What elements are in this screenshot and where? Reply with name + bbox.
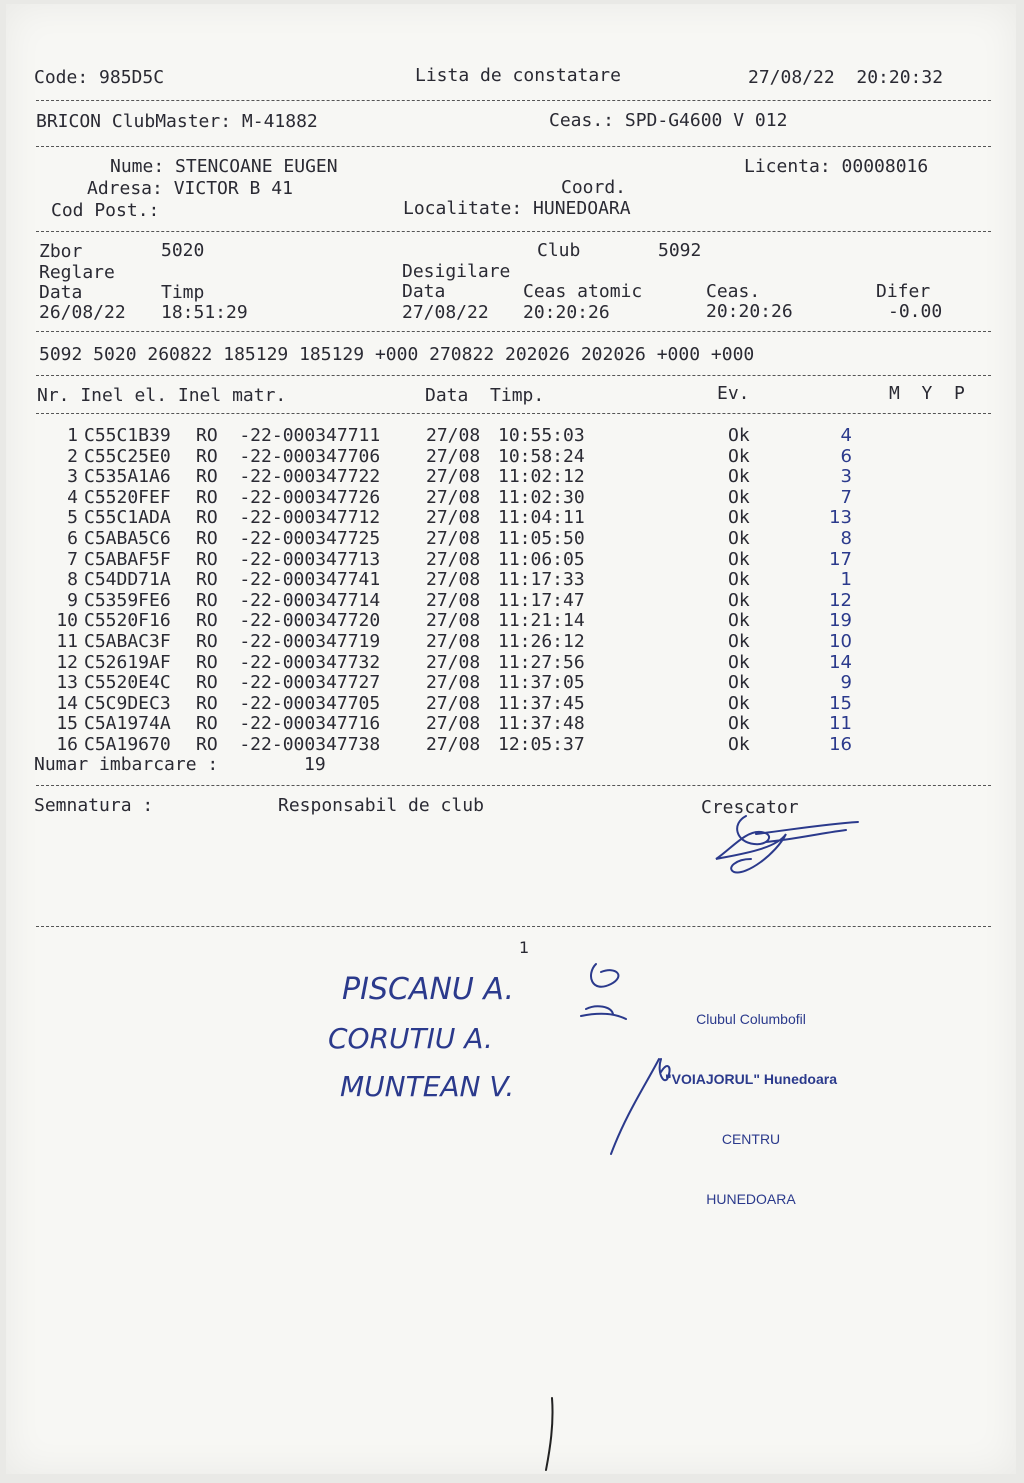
divider [36,926,991,927]
club-label: Club [537,240,581,261]
cell-ev: Ok [728,713,750,735]
divider [36,231,991,232]
signature-label: Semnatura : [34,795,154,816]
cell-inel-el: C5520E4C [84,672,171,694]
cell-inel-el: C5ABA5C6 [84,528,171,549]
column-header-myp: M Y P [889,383,965,404]
time-label: Timp [161,282,205,303]
table-row [6,735,1006,756]
cell-inel-el: C5520FEF [84,486,171,508]
cell-timp: 10:55:03 [498,425,585,446]
cell-nr: 10 [56,610,78,632]
cell-data: 27/08 [426,425,481,446]
atomic-clock-time: 20:20:26 [523,302,610,323]
cell-data: 27/08 [426,445,481,467]
setting-time: 18:51:29 [161,302,248,323]
setting-label: Reglare [39,262,115,283]
stamp-line-3: CENTRU [721,1131,781,1147]
cell-timp: 10:58:24 [498,445,585,467]
cell-nr: 9 [67,589,78,611]
cell-nr: 11 [56,631,78,652]
cell-inel-matr: RO -22-000347741 [196,569,381,591]
cell-timp: 11:05:50 [498,528,585,549]
atomic-clock-label: Ceas atomic [523,281,643,302]
cell-data: 27/08 [426,734,481,755]
handwritten-name-1: PISCANU A. [342,972,515,1007]
table-row [6,632,1006,653]
cell-timp: 11:27:56 [498,651,585,673]
difference-label: Difer [876,281,931,302]
cell-nr: 12 [56,651,78,673]
cell-inel-matr: RO -22-000347732 [196,651,381,673]
table-row [6,529,1006,550]
divider [36,331,991,332]
code-line: 5092 5020 260822 185129 185129 +000 270822 202026 202026 +000 +000 [39,344,755,365]
cell-inel-el: C55C1ADA [84,507,171,529]
club-number: 5092 [658,240,702,261]
cell-timp: 11:21:14 [498,610,585,632]
table-row [6,570,1006,591]
cell-data: 27/08 [426,486,481,508]
column-header-rings: Nr. Inel el. Inel matr. [37,385,287,406]
cell-inel-el: C5520F16 [84,610,171,632]
stamp-line-1: Clubul Columbofil [696,1011,806,1027]
cell-inel-el: C5A1974A [84,713,171,735]
cell-ev: Ok [728,466,750,488]
date-label: Data [402,281,446,302]
document-page [6,4,1016,1474]
cell-inel-matr: RO -22-000347725 [196,528,381,549]
breeder-label: Crescator [701,797,799,818]
cell-inel-el: C5ABAC3F [84,631,171,652]
cell-hand: 11 [829,713,852,735]
cell-timp: 12:05:37 [498,734,585,755]
cell-hand: 9 [840,672,852,694]
divider [36,100,991,101]
cell-ev: Ok [728,589,750,611]
cell-nr: 1 [67,425,78,446]
cell-inel-el: C5A19670 [84,734,171,755]
cell-data: 27/08 [426,528,481,549]
cell-hand: 15 [829,692,852,714]
club-stamp [646,969,856,1249]
cell-inel-matr: RO -22-000347716 [196,713,381,735]
table-row [6,653,1006,674]
handwritten-name-3: MUNTEAN V. [340,1070,515,1103]
cell-inel-matr: RO -22-000347738 [196,734,381,755]
setting-date: 26/08/22 [39,302,126,323]
cell-timp: 11:37:45 [498,692,585,714]
cell-nr: 2 [67,445,78,467]
cell-hand: 4 [840,425,852,446]
cell-hand: 12 [829,589,852,611]
difference-value: -0.00 [888,301,943,322]
cell-ev: Ok [728,692,750,714]
cell-data: 27/08 [426,466,481,488]
cell-hand: 1 [840,569,852,591]
cell-timp: 11:37:48 [498,713,585,735]
cell-inel-matr: RO -22-000347719 [196,631,381,652]
cell-ev: Ok [728,528,750,549]
cell-timp: 11:37:05 [498,672,585,694]
divider [36,375,991,376]
owner-name: Nume: STENCOANE EUGEN [110,156,338,177]
cell-data: 27/08 [426,589,481,611]
clock-label: Ceas. [706,281,761,302]
cell-hand: 14 [829,651,852,673]
cell-hand: 6 [840,445,852,467]
date-label: Data [39,282,83,303]
table-row [6,550,1006,571]
divider [36,146,991,147]
cell-timp: 11:06:05 [498,548,585,570]
coord-label: Coord. [561,177,627,198]
cell-ev: Ok [728,631,750,652]
postal-code: Cod Post.: [51,200,160,221]
cell-inel-el: C52619AF [84,651,171,673]
cell-timp: 11:17:33 [498,569,585,591]
stamp-line-4: HUNEDOARA [706,1191,796,1207]
table-row [6,611,1006,632]
cell-hand: 17 [829,548,852,570]
cell-nr: 4 [67,486,78,508]
cell-hand: 7 [840,486,852,508]
table-row [6,694,1006,715]
cell-hand: 16 [829,734,852,755]
cell-inel-matr: RO -22-000347706 [196,445,381,467]
cell-hand: 3 [840,466,852,488]
cell-data: 27/08 [426,548,481,570]
cell-hand: 19 [829,610,852,632]
cell-ev: Ok [728,425,750,446]
table-row [6,591,1006,612]
cell-data: 27/08 [426,713,481,735]
cell-data: 27/08 [426,507,481,529]
cell-inel-el: C55C25E0 [84,445,171,467]
flight-number: 5020 [161,240,205,261]
cell-inel-matr: RO -22-000347727 [196,672,381,694]
cell-data: 27/08 [426,610,481,632]
cell-nr: 6 [67,528,78,549]
flight-label: Zbor [39,241,83,262]
table-row [6,714,1006,735]
cell-data: 27/08 [426,631,481,652]
unsealing-date: 27/08/22 [402,302,489,323]
cell-inel-matr: RO -22-000347711 [196,425,381,446]
cell-hand: 8 [840,528,852,549]
divider [36,413,991,414]
license-number: Licenta: 00008016 [744,156,929,177]
cell-ev: Ok [728,507,750,529]
print-datetime: 27/08/22 20:20:32 [748,67,944,88]
cell-inel-el: C5C9DEC3 [84,692,171,714]
embarked-count-label: Numar imbarcare : [34,754,219,775]
table-row [6,673,1006,694]
cell-nr: 15 [56,713,78,735]
cell-inel-el: C54DD71A [84,569,171,591]
cell-inel-el: C535A1A6 [84,466,171,488]
page-number: 1 [519,938,530,957]
cell-inel-matr: RO -22-000347713 [196,548,381,570]
cell-nr: 5 [67,507,78,529]
cell-timp: 11:26:12 [498,631,585,652]
table-row [6,447,1006,468]
table-row [6,488,1006,509]
column-header-date-time: Data Timp. [425,385,545,406]
cell-hand: 13 [829,507,852,529]
cell-inel-el: C5ABAF5F [84,548,171,570]
cell-ev: Ok [728,445,750,467]
cell-inel-matr: RO -22-000347726 [196,486,381,508]
cell-nr: 16 [56,734,78,755]
cell-inel-matr: RO -22-000347712 [196,507,381,529]
cell-nr: 7 [67,548,78,570]
stamp-line-2: "VOIAJORUL" Hunedoara [665,1071,837,1087]
cell-inel-matr: RO -22-000347705 [196,692,381,714]
table-row [6,426,1006,447]
cell-timp: 11:04:11 [498,507,585,529]
locality: Localitate: HUNEDOARA [403,198,631,219]
cell-inel-matr: RO -22-000347720 [196,610,381,632]
cell-nr: 8 [67,569,78,591]
cell-inel-el: C55C1B39 [84,425,171,446]
cell-ev: Ok [728,548,750,570]
cell-timp: 11:02:30 [498,486,585,508]
cell-nr: 13 [56,672,78,694]
club-responsible-label: Responsabil de club [278,795,484,816]
cell-data: 27/08 [426,651,481,673]
pen-mark [536,1394,566,1474]
clock-time: 20:20:26 [706,301,793,322]
cell-data: 27/08 [426,692,481,714]
column-header-ev: Ev. [717,383,750,404]
cell-inel-el: C5359FE6 [84,589,171,611]
cell-nr: 3 [67,466,78,488]
divider [36,785,991,786]
table-row [6,467,1006,488]
clubmaster-id: BRICON ClubMaster: M-41882 [36,111,318,132]
cell-ev: Ok [728,734,750,755]
unsealing-label: Desigilare [402,261,511,282]
cell-ev: Ok [728,651,750,673]
cell-hand: 10 [829,631,852,652]
cell-inel-matr: RO -22-000347722 [196,466,381,488]
cell-ev: Ok [728,672,750,694]
cell-inel-matr: RO -22-000347714 [196,589,381,611]
handwritten-name-2: CORUTIU A. [328,1022,493,1055]
document-title: Lista de constatare [415,65,621,86]
cell-data: 27/08 [426,569,481,591]
cell-ev: Ok [728,610,750,632]
cell-data: 27/08 [426,672,481,694]
cell-ev: Ok [728,569,750,591]
embarked-count: 19 [304,754,326,775]
owner-address: Adresa: VICTOR B 41 [87,178,293,199]
clock-model: Ceas.: SPD-G4600 V 012 [549,110,788,131]
cell-timp: 11:17:47 [498,589,585,611]
table-row [6,508,1006,529]
code-text: Code: 985D5C [34,67,165,88]
cell-nr: 14 [56,692,78,714]
cell-timp: 11:02:12 [498,466,585,488]
breeder-signature [706,804,866,884]
cell-ev: Ok [728,486,750,508]
